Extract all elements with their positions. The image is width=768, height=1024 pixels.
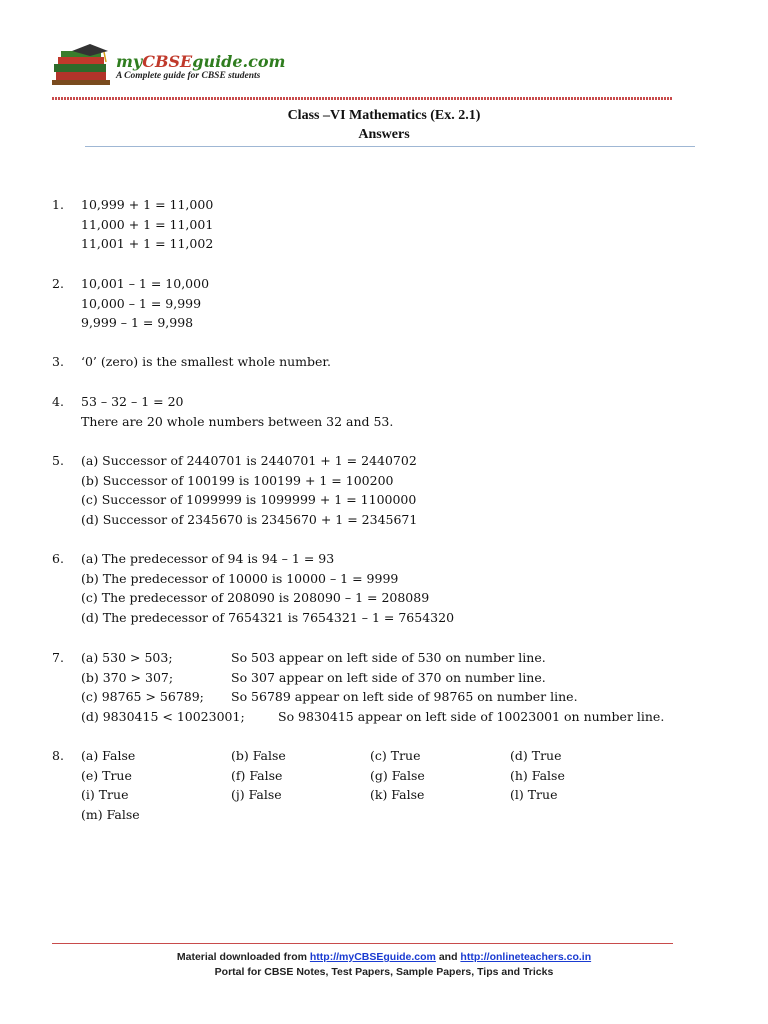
logo-tagline: A Complete guide for CBSE students	[116, 71, 261, 81]
title-divider	[85, 146, 695, 147]
tf-answer: (l) True	[510, 787, 558, 803]
answer-number: 8.	[52, 748, 64, 763]
site-logo	[52, 42, 286, 90]
answer-line: (d) The predecessor of 7654321 is 7654321 – 1 = 7654320	[81, 609, 455, 625]
answer-line: (d) Successor of 2345670 is 2345670 + 1 = 2345671	[81, 511, 418, 527]
answer-line: 10,000 – 1 = 9,999	[81, 295, 202, 311]
answer-number: 5.	[52, 453, 64, 468]
answer-line: (c) The predecessor of 208090 is 208090 – 1 = 208089	[81, 590, 430, 606]
tf-answer: (a) False	[81, 748, 136, 763]
page-title: Class –VI Mathematics (Ex. 2.1)	[287, 108, 481, 123]
comparison-explanation: So 307 appear on left side of 370 on number line.	[231, 669, 546, 685]
answer-line: (a) The predecessor of 94 is 94 – 1 = 93	[81, 551, 335, 566]
header-divider	[52, 97, 673, 100]
answer-line: 9,999 – 1 = 9,998	[81, 315, 194, 331]
footer-divider	[52, 943, 673, 944]
mycbseguide-link[interactable]: http://myCBSEguide.com	[309, 951, 436, 963]
answer-line: (c) Successor of 1099999 is 1099999 + 1 = 1100000	[81, 492, 417, 508]
answer-line: 53 – 32 – 1 = 20	[81, 394, 184, 409]
comparison: (b) 370 > 307;	[81, 669, 174, 685]
footer-source-line: Material downloaded from http://myCBSEguide.com and http://onlineteachers.co.in	[176, 951, 592, 963]
answer-number: 6.	[52, 551, 64, 566]
answer-line: (b) Successor of 100199 is 100199 + 1 = 100200	[81, 472, 394, 488]
page-subtitle: Answers	[358, 127, 410, 142]
answer-number: 2.	[52, 276, 64, 291]
tf-answer: (i) True	[81, 787, 129, 803]
tf-answer: (d) True	[510, 748, 562, 763]
comparison-explanation: So 503 appear on left side of 530 on number line.	[231, 650, 546, 665]
answer-line: ‘0’ (zero) is the smallest whole number.	[81, 354, 332, 369]
answer-line: There are 20 whole numbers between 32 and 53.	[81, 413, 394, 429]
answer-line: 10,001 – 1 = 10,000	[81, 276, 210, 291]
footer-tagline: Portal for CBSE Notes, Test Papers, Sample Papers, Tips and Tricks	[214, 966, 554, 978]
comparison: (c) 98765 > 56789;	[81, 689, 204, 705]
comparison-explanation: So 9830415 appear on left side of 10023001 on number line.	[278, 708, 665, 724]
answer-number: 3.	[52, 354, 64, 369]
answer-line: 11,000 + 1 = 11,001	[81, 216, 214, 232]
tf-answer: (h) False	[510, 767, 565, 783]
answer-number: 7.	[52, 650, 64, 665]
tf-answer: (c) True	[370, 748, 421, 763]
answer-line: (a) Successor of 2440701 is 2440701 + 1 = 2440702	[81, 453, 417, 468]
answer-line: 11,001 + 1 = 11,002	[81, 236, 214, 252]
tf-answer: (j) False	[231, 787, 282, 803]
tf-answer: (m) False	[81, 806, 140, 822]
tf-answer: (k) False	[370, 787, 425, 803]
answer-number: 1.	[52, 197, 64, 212]
tf-answer: (f) False	[231, 767, 283, 783]
answer-line: (b) The predecessor of 10000 is 10000 – 1 = 9999	[81, 570, 399, 586]
tf-answer: (g) False	[370, 767, 425, 783]
tf-answer: (b) False	[231, 748, 286, 763]
books-icon	[52, 42, 118, 88]
answer-line: 10,999 + 1 = 11,000	[81, 197, 214, 212]
comparison: (d) 9830415 < 10023001;	[81, 708, 245, 724]
comparison-explanation: So 56789 appear on left side of 98765 on number line.	[231, 689, 578, 705]
onlineteachers-link[interactable]: http://onlineteachers.co.in	[460, 951, 592, 963]
logo-brand: myCBSEguide.com	[116, 52, 286, 71]
comparison: (a) 530 > 503;	[81, 650, 173, 665]
tf-answer: (e) True	[81, 767, 132, 783]
answer-number: 4.	[52, 394, 64, 409]
